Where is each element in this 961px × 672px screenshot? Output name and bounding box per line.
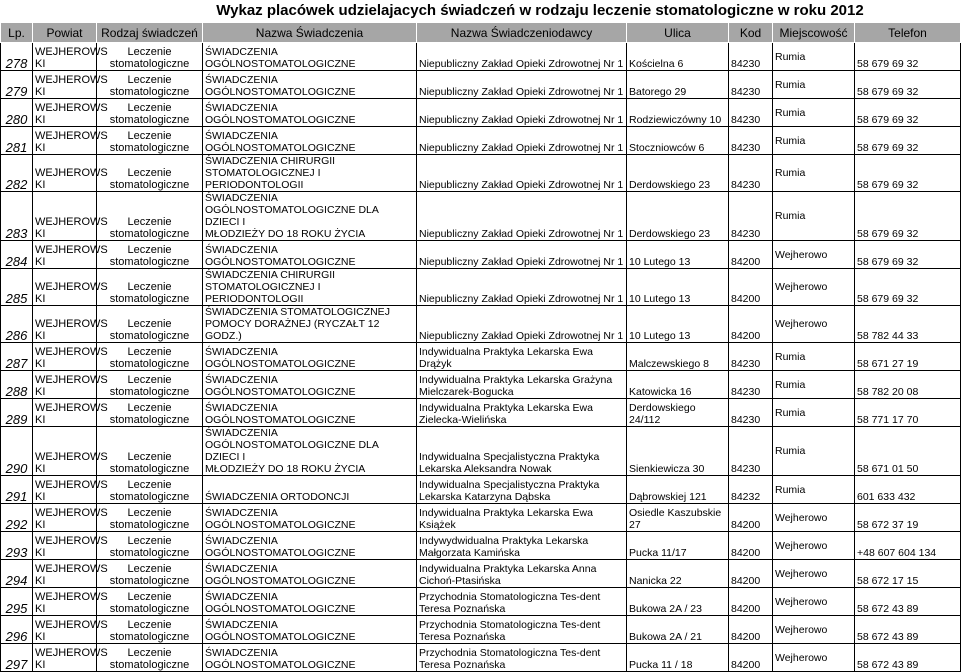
cell-powiat: WEJHEROWS KI xyxy=(33,241,97,269)
cell-telefon: 58 672 43 89 xyxy=(855,588,961,616)
cell-telefon: 58 679 69 32 xyxy=(855,269,961,306)
cell-ulica: Derdowskiego 23 xyxy=(627,155,729,192)
cell-rodzaj: Leczenie stomatologiczne xyxy=(97,71,203,99)
cell-rodzaj: Leczenie stomatologiczne xyxy=(97,269,203,306)
cell-telefon: 58 679 69 32 xyxy=(855,192,961,241)
cell-powiat: WEJHEROWS KI xyxy=(33,588,97,616)
cell-lp: 295 xyxy=(1,588,33,616)
cell-telefon: 601 633 432 xyxy=(855,476,961,504)
col-header-swiadczeniodawca: Nazwa Świadczeniodawcy xyxy=(417,23,627,43)
cell-ulica: Bukowa 2A / 21 xyxy=(627,616,729,644)
table-row xyxy=(1,155,961,192)
cell-nazwa-swiadczenia: ŚWIADCZENIA OGÓLNOSTOMATOLOGICZNE xyxy=(203,399,417,427)
cell-kod: 84230 xyxy=(729,371,773,399)
cell-swiadczeniodawca: Indywidualna Specjalistyczna Praktyka Lekarska Aleksandra Nowak xyxy=(417,427,627,476)
col-header-kod: Kod xyxy=(729,23,773,43)
cell-ulica: Batorego 29 xyxy=(627,71,729,99)
cell-lp: 288 xyxy=(1,371,33,399)
cell-rodzaj: Leczenie stomatologiczne xyxy=(97,306,203,343)
cell-nazwa-swiadczenia: ŚWIADCZENIA STOMATOLOGICZNEJ POMOCY DORAŻNEJ (RYCZAŁT 12 GODZ.) xyxy=(203,306,417,343)
cell-swiadczeniodawca: Niepubliczny Zakład Opieki Zdrowotnej Nr 1 xyxy=(417,192,627,241)
cell-lp: 287 xyxy=(1,343,33,371)
cell-nazwa-swiadczenia: ŚWIADCZENIA OGÓLNOSTOMATOLOGICZNE xyxy=(203,343,417,371)
cell-kod: 84232 xyxy=(729,476,773,504)
cell-rodzaj: Leczenie stomatologiczne xyxy=(97,99,203,127)
cell-kod: 84230 xyxy=(729,399,773,427)
page-title: Wykaz placówek udzielajacych świadczeń w rodzaju leczenie stomatologiczne w roku 2012 xyxy=(216,2,864,19)
cell-ulica: Bukowa 2A / 23 xyxy=(627,588,729,616)
cell-kod: 84230 xyxy=(729,343,773,371)
table-row xyxy=(1,99,961,127)
cell-miejscowosc: Wejherowo xyxy=(773,504,855,532)
cell-telefon: 58 782 20 08 xyxy=(855,371,961,399)
cell-ulica: 10 Lutego 13 xyxy=(627,306,729,343)
cell-rodzaj: Leczenie stomatologiczne xyxy=(97,371,203,399)
cell-powiat: WEJHEROWS KI xyxy=(33,427,97,476)
cell-kod: 84230 xyxy=(729,127,773,155)
cell-lp: 289 xyxy=(1,399,33,427)
cell-nazwa-swiadczenia: ŚWIADCZENIA OGÓLNOSTOMATOLOGICZNE xyxy=(203,532,417,560)
cell-kod: 84200 xyxy=(729,616,773,644)
cell-kod: 84200 xyxy=(729,241,773,269)
col-header-nazwa-swiadczenia: Nazwa Świadczenia xyxy=(203,23,417,43)
cell-powiat: WEJHEROWS KI xyxy=(33,399,97,427)
cell-nazwa-swiadczenia: ŚWIADCZENIA OGÓLNOSTOMATOLOGICZNE xyxy=(203,504,417,532)
cell-powiat: WEJHEROWS KI xyxy=(33,269,97,306)
cell-ulica: Kościelna 6 xyxy=(627,43,729,71)
cell-rodzaj: Leczenie stomatologiczne xyxy=(97,504,203,532)
cell-rodzaj: Leczenie stomatologiczne xyxy=(97,43,203,71)
cell-lp: 292 xyxy=(1,504,33,532)
cell-kod: 84200 xyxy=(729,306,773,343)
cell-powiat: WEJHEROWS KI xyxy=(33,644,97,672)
cell-powiat: WEJHEROWS KI xyxy=(33,371,97,399)
cell-miejscowosc: Wejherowo xyxy=(773,644,855,672)
cell-rodzaj: Leczenie stomatologiczne xyxy=(97,399,203,427)
cell-kod: 84230 xyxy=(729,155,773,192)
table-row xyxy=(1,427,961,476)
table-row xyxy=(1,399,961,427)
cell-nazwa-swiadczenia: ŚWIADCZENIA OGÓLNOSTOMATOLOGICZNE xyxy=(203,371,417,399)
cell-telefon: 58 672 43 89 xyxy=(855,616,961,644)
cell-nazwa-swiadczenia: ŚWIADCZENIA CHIRURGII STOMATOLOGICZNEJ I PERIODONTOLOGII xyxy=(203,155,417,192)
cell-miejscowosc: Rumia xyxy=(773,71,855,99)
cell-swiadczeniodawca: Niepubliczny Zakład Opieki Zdrowotnej Nr 1 xyxy=(417,306,627,343)
cell-telefon: 58 672 17 15 xyxy=(855,560,961,588)
cell-ulica: Sienkiewicza 30 xyxy=(627,427,729,476)
cell-miejscowosc: Rumia xyxy=(773,343,855,371)
cell-rodzaj: Leczenie stomatologiczne xyxy=(97,644,203,672)
cell-kod: 84200 xyxy=(729,532,773,560)
cell-swiadczeniodawca: Indywidualna Praktyka Lekarska Ewa Książek xyxy=(417,504,627,532)
col-header-miejscowosc: Miejscowość xyxy=(773,23,855,43)
table-row xyxy=(1,269,961,306)
cell-kod: 84230 xyxy=(729,427,773,476)
cell-ulica: Katowicka 16 xyxy=(627,371,729,399)
cell-swiadczeniodawca: Niepubliczny Zakład Opieki Zdrowotnej Nr 1 xyxy=(417,155,627,192)
cell-miejscowosc: Rumia xyxy=(773,43,855,71)
table-row xyxy=(1,532,961,560)
cell-lp: 294 xyxy=(1,560,33,588)
cell-powiat: WEJHEROWS KI xyxy=(33,306,97,343)
cell-miejscowosc: Wejherowo xyxy=(773,306,855,343)
table-row xyxy=(1,127,961,155)
cell-powiat: WEJHEROWS KI xyxy=(33,127,97,155)
cell-kod: 84230 xyxy=(729,99,773,127)
cell-miejscowosc: Wejherowo xyxy=(773,560,855,588)
cell-powiat: WEJHEROWS KI xyxy=(33,43,97,71)
cell-swiadczeniodawca: Niepubliczny Zakład Opieki Zdrowotnej Nr 1 xyxy=(417,127,627,155)
table-row xyxy=(1,588,961,616)
table-row xyxy=(1,192,961,241)
cell-ulica: Derdowskiego 23 xyxy=(627,192,729,241)
cell-miejscowosc: Rumia xyxy=(773,127,855,155)
cell-kod: 84200 xyxy=(729,269,773,306)
cell-miejscowosc: Rumia xyxy=(773,192,855,241)
cell-nazwa-swiadczenia: ŚWIADCZENIA OGÓLNOSTOMATOLOGICZNE xyxy=(203,241,417,269)
cell-lp: 285 xyxy=(1,269,33,306)
cell-nazwa-swiadczenia: ŚWIADCZENIA CHIRURGII STOMATOLOGICZNEJ I PERIODONTOLOGII xyxy=(203,269,417,306)
cell-telefon: 58 679 69 32 xyxy=(855,241,961,269)
table-row xyxy=(1,343,961,371)
cell-lp: 279 xyxy=(1,71,33,99)
cell-telefon: 58 672 37 19 xyxy=(855,504,961,532)
cell-nazwa-swiadczenia: ŚWIADCZENIA OGÓLNOSTOMATOLOGICZNE xyxy=(203,588,417,616)
cell-telefon: 58 782 44 33 xyxy=(855,306,961,343)
cell-swiadczeniodawca: Indywidualna Praktyka Lekarska Ewa Zielecka-Wielińska xyxy=(417,399,627,427)
cell-telefon: +48 607 604 134 xyxy=(855,532,961,560)
cell-powiat: WEJHEROWS KI xyxy=(33,560,97,588)
table-row xyxy=(1,644,961,672)
table-row xyxy=(1,504,961,532)
cell-rodzaj: Leczenie stomatologiczne xyxy=(97,241,203,269)
cell-swiadczeniodawca: Indywidualna Praktyka Lekarska Anna Cichoń-Ptasińska xyxy=(417,560,627,588)
cell-powiat: WEJHEROWS KI xyxy=(33,192,97,241)
cell-rodzaj: Leczenie stomatologiczne xyxy=(97,616,203,644)
cell-ulica: Nanicka 22 xyxy=(627,560,729,588)
cell-ulica: Dąbrowskiej 121 xyxy=(627,476,729,504)
cell-telefon: 58 771 17 70 xyxy=(855,399,961,427)
cell-ulica: 10 Lutego 13 xyxy=(627,241,729,269)
cell-miejscowosc: Wejherowo xyxy=(773,532,855,560)
cell-ulica: Stoczniowców 6 xyxy=(627,127,729,155)
cell-lp: 293 xyxy=(1,532,33,560)
col-header-lp: Lp. xyxy=(1,23,33,43)
cell-ulica: 10 Lutego 13 xyxy=(627,269,729,306)
cell-miejscowosc: Wejherowo xyxy=(773,588,855,616)
cell-nazwa-swiadczenia: ŚWIADCZENIA OGÓLNOSTOMATOLOGICZNE DLA DZIECI I MŁODZIEŻY DO 18 ROKU ŻYCIA xyxy=(203,192,417,241)
cell-ulica: Pucka 11/17 xyxy=(627,532,729,560)
cell-lp: 290 xyxy=(1,427,33,476)
col-header-telefon: Telefon xyxy=(855,23,961,43)
cell-rodzaj: Leczenie stomatologiczne xyxy=(97,532,203,560)
cell-miejscowosc: Rumia xyxy=(773,427,855,476)
cell-nazwa-swiadczenia: ŚWIADCZENIA OGÓLNOSTOMATOLOGICZNE xyxy=(203,71,417,99)
table-row xyxy=(1,476,961,504)
cell-swiadczeniodawca: Indywidualna Praktyka Lekarska Ewa Drążyk xyxy=(417,343,627,371)
cell-swiadczeniodawca: Przychodnia Stomatologiczna Tes-dent Teresa Poznańska xyxy=(417,616,627,644)
cell-lp: 283 xyxy=(1,192,33,241)
cell-rodzaj: Leczenie stomatologiczne xyxy=(97,560,203,588)
cell-kod: 84230 xyxy=(729,192,773,241)
cell-swiadczeniodawca: Indywidualna Praktyka Lekarska Grażyna Mielczarek-Bogucka xyxy=(417,371,627,399)
cell-telefon: 58 679 69 32 xyxy=(855,43,961,71)
cell-swiadczeniodawca: Niepubliczny Zakład Opieki Zdrowotnej Nr 1 xyxy=(417,269,627,306)
cell-rodzaj: Leczenie stomatologiczne xyxy=(97,155,203,192)
cell-lp: 296 xyxy=(1,616,33,644)
cell-lp: 291 xyxy=(1,476,33,504)
cell-swiadczeniodawca: Niepubliczny Zakład Opieki Zdrowotnej Nr 1 xyxy=(417,99,627,127)
cell-lp: 286 xyxy=(1,306,33,343)
cell-swiadczeniodawca: Przychodnia Stomatologiczna Tes-dent Teresa Poznańska xyxy=(417,588,627,616)
cell-ulica: Pucka 11 / 18 xyxy=(627,644,729,672)
table-row xyxy=(1,306,961,343)
cell-kod: 84230 xyxy=(729,71,773,99)
cell-nazwa-swiadczenia: ŚWIADCZENIA OGÓLNOSTOMATOLOGICZNE xyxy=(203,644,417,672)
cell-swiadczeniodawca: Niepubliczny Zakład Opieki Zdrowotnej Nr 1 xyxy=(417,71,627,99)
col-header-ulica: Ulica xyxy=(627,23,729,43)
cell-nazwa-swiadczenia: ŚWIADCZENIA OGÓLNOSTOMATOLOGICZNE xyxy=(203,616,417,644)
cell-ulica: Malczewskiego 8 xyxy=(627,343,729,371)
cell-telefon: 58 679 69 32 xyxy=(855,155,961,192)
table-row xyxy=(1,560,961,588)
cell-miejscowosc: Rumia xyxy=(773,476,855,504)
cell-powiat: WEJHEROWS KI xyxy=(33,504,97,532)
cell-nazwa-swiadczenia: ŚWIADCZENIA OGÓLNOSTOMATOLOGICZNE DLA DZIECI I MŁODZIEŻY DO 18 ROKU ŻYCIA xyxy=(203,427,417,476)
cell-miejscowosc: Rumia xyxy=(773,155,855,192)
cell-miejscowosc: Rumia xyxy=(773,99,855,127)
cell-nazwa-swiadczenia: ŚWIADCZENIA OGÓLNOSTOMATOLOGICZNE xyxy=(203,127,417,155)
cell-rodzaj: Leczenie stomatologiczne xyxy=(97,127,203,155)
cell-lp: 284 xyxy=(1,241,33,269)
cell-miejscowosc: Wejherowo xyxy=(773,241,855,269)
table-row xyxy=(1,616,961,644)
cell-kod: 84230 xyxy=(729,43,773,71)
cell-swiadczeniodawca: Niepubliczny Zakład Opieki Zdrowotnej Nr 1 xyxy=(417,241,627,269)
cell-swiadczeniodawca: Indywydwidualna Praktyka Lekarska Małgorzata Kamińska xyxy=(417,532,627,560)
cell-powiat: WEJHEROWS KI xyxy=(33,343,97,371)
cell-rodzaj: Leczenie stomatologiczne xyxy=(97,343,203,371)
cell-rodzaj: Leczenie stomatologiczne xyxy=(97,427,203,476)
table-row xyxy=(1,71,961,99)
cell-powiat: WEJHEROWS KI xyxy=(33,476,97,504)
cell-ulica: Derdowskiego 24/112 xyxy=(627,399,729,427)
cell-swiadczeniodawca: Indywidualna Specjalistyczna Praktyka Lekarska Katarzyna Dąbska xyxy=(417,476,627,504)
col-header-rodzaj: Rodzaj świadczeń xyxy=(97,23,203,43)
cell-lp: 282 xyxy=(1,155,33,192)
cell-rodzaj: Leczenie stomatologiczne xyxy=(97,192,203,241)
cell-rodzaj: Leczenie stomatologiczne xyxy=(97,588,203,616)
cell-ulica: Rodziewiczówny 10 xyxy=(627,99,729,127)
cell-telefon: 58 671 01 50 xyxy=(855,427,961,476)
cell-telefon: 58 672 43 89 xyxy=(855,644,961,672)
cell-miejscowosc: Rumia xyxy=(773,371,855,399)
cell-swiadczeniodawca: Niepubliczny Zakład Opieki Zdrowotnej Nr 1 xyxy=(417,43,627,71)
facilities-table xyxy=(0,22,961,672)
cell-lp: 297 xyxy=(1,644,33,672)
cell-miejscowosc: Rumia xyxy=(773,399,855,427)
cell-powiat: WEJHEROWS KI xyxy=(33,616,97,644)
cell-lp: 280 xyxy=(1,99,33,127)
cell-lp: 281 xyxy=(1,127,33,155)
cell-nazwa-swiadczenia: ŚWIADCZENIA OGÓLNOSTOMATOLOGICZNE xyxy=(203,560,417,588)
cell-telefon: 58 671 27 19 xyxy=(855,343,961,371)
table-row xyxy=(1,43,961,71)
cell-swiadczeniodawca: Przychodnia Stomatologiczna Tes-dent Teresa Poznańska xyxy=(417,644,627,672)
cell-miejscowosc: Wejherowo xyxy=(773,269,855,306)
cell-rodzaj: Leczenie stomatologiczne xyxy=(97,476,203,504)
cell-lp: 278 xyxy=(1,43,33,71)
cell-powiat: WEJHEROWS KI xyxy=(33,155,97,192)
header-row xyxy=(1,23,961,43)
table-row xyxy=(1,371,961,399)
cell-kod: 84200 xyxy=(729,504,773,532)
cell-nazwa-swiadczenia: ŚWIADCZENIA OGÓLNOSTOMATOLOGICZNE xyxy=(203,99,417,127)
cell-miejscowosc: Wejherowo xyxy=(773,616,855,644)
cell-telefon: 58 679 69 32 xyxy=(855,71,961,99)
col-header-powiat: Powiat xyxy=(33,23,97,43)
cell-telefon: 58 679 69 32 xyxy=(855,99,961,127)
cell-kod: 84200 xyxy=(729,560,773,588)
cell-kod: 84200 xyxy=(729,588,773,616)
cell-nazwa-swiadczenia: ŚWIADCZENIA ORTODONCJI xyxy=(203,476,417,504)
cell-nazwa-swiadczenia: ŚWIADCZENIA OGÓLNOSTOMATOLOGICZNE xyxy=(203,43,417,71)
cell-kod: 84200 xyxy=(729,644,773,672)
cell-powiat: WEJHEROWS KI xyxy=(33,532,97,560)
table-row xyxy=(1,241,961,269)
cell-powiat: WEJHEROWS KI xyxy=(33,99,97,127)
cell-powiat: WEJHEROWS KI xyxy=(33,71,97,99)
cell-ulica: Osiedle Kaszubskie 27 xyxy=(627,504,729,532)
cell-telefon: 58 679 69 32 xyxy=(855,127,961,155)
